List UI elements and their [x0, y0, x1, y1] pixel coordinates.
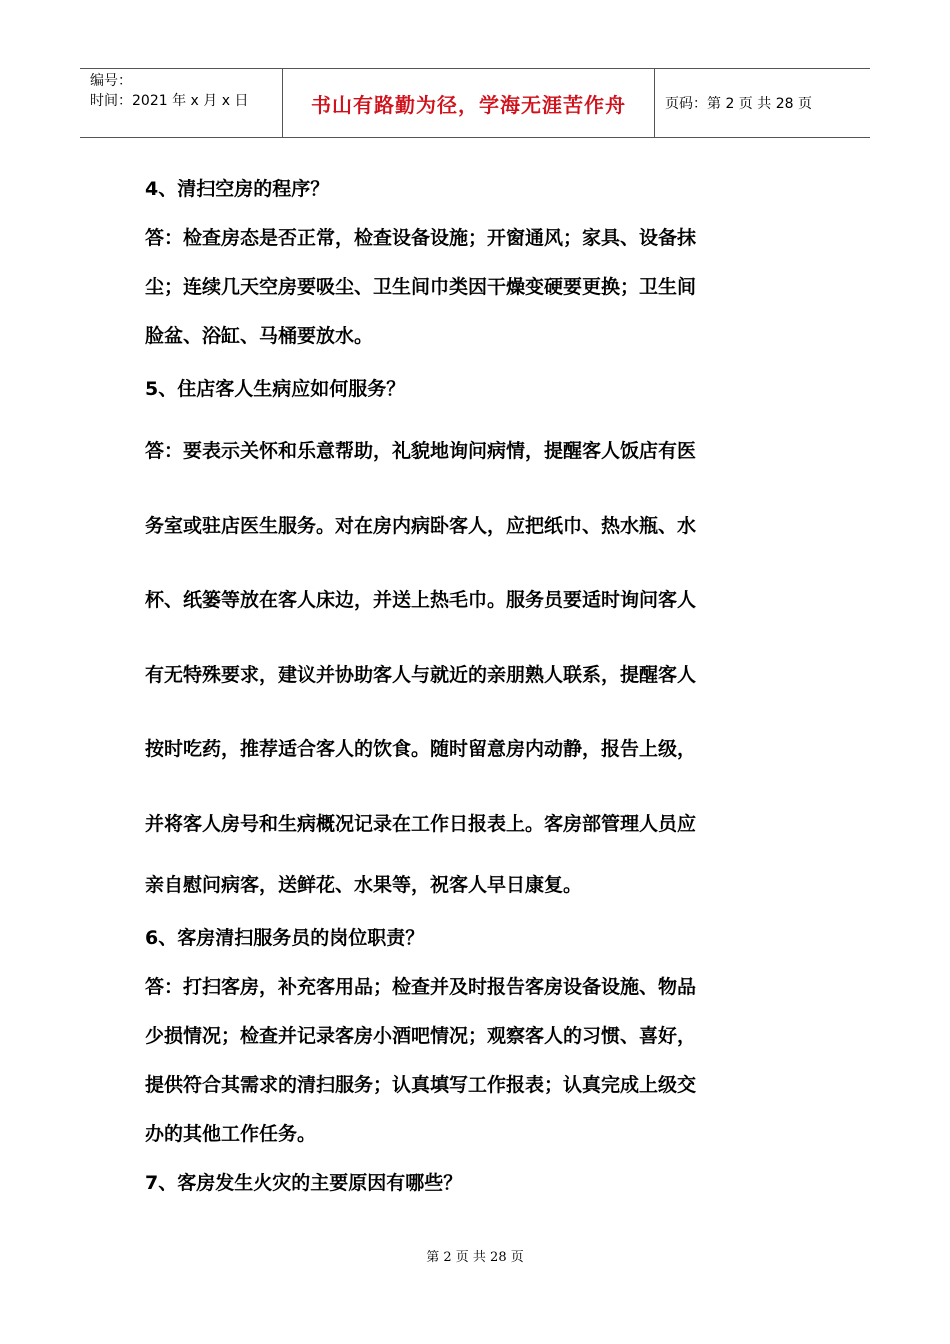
answer-6-line: 办的其他工作任务。 — [145, 1123, 317, 1145]
page-header — [80, 68, 870, 138]
answer-5-line: 并将客人房号和生病概况记录在工作日报表上。客房部管理人员应 — [145, 812, 697, 835]
answer-4-line: 答：检查房态是否正常，检查设备设施；开窗通风；家具、设备抹 — [145, 227, 697, 249]
document-body — [145, 165, 810, 1208]
answer-5-line: 按时吃药，推荐适合客人的饮食。随时留意房内动静，报告上级， — [145, 738, 697, 760]
header-meta — [80, 69, 282, 137]
answer-5-line: 务室或驻店医生服务。对在房内病卧客人，应把纸巾、热水瓶、水 — [145, 514, 697, 537]
document-number-label: 编号： — [90, 73, 132, 89]
header-motto: 书山有路勤为径，学海无涯苦作舟 — [311, 92, 626, 117]
answer-5-line: 杯、纸篓等放在客人床边，并送上热毛巾。服务员要适时询问客人 — [145, 589, 697, 611]
header-page-info: 页码：第 2 页 共 28 页 — [665, 96, 812, 112]
answer-6-line: 少损情况；检查并记录客房小酒吧情况；观察客人的习惯、喜好， — [145, 1025, 697, 1047]
page-footer: 第 2 页 共 28 页 — [426, 1250, 524, 1265]
question-6: 6、客房清扫服务员的岗位职责？ — [145, 927, 425, 949]
answer-5-line: 亲自慰问病客，送鲜花、水果等，祝客人早日康复。 — [145, 874, 583, 896]
answer-6-line: 提供符合其需求的清扫服务；认真填写工作报表；认真完成上级交 — [145, 1074, 697, 1096]
question-4: 4、清扫空房的程序？ — [145, 178, 330, 200]
answer-5-line: 答：要表示关怀和乐意帮助，礼貌地询问病情，提醒客人饭店有医 — [145, 440, 697, 462]
question-7: 7、客房发生火灾的主要原因有哪些？ — [145, 1172, 463, 1194]
document-time: 时间：2021 年 x 月 x 日 — [90, 93, 249, 109]
answer-6-line: 答：打扫客房，补充客用品；检查并及时报告客房设备设施、物品 — [145, 976, 697, 998]
header-motto-cell — [282, 69, 655, 137]
header-page-cell — [655, 69, 870, 137]
question-5: 5、住店客人生病应如何服务？ — [145, 378, 406, 400]
answer-5-line: 有无特殊要求，建议并协助客人与就近的亲朋熟人联系，提醒客人 — [145, 663, 697, 686]
answer-4-line: 脸盆、浴缸、马桶要放水。 — [145, 325, 374, 347]
answer-4-line: 尘；连续几天空房要吸尘、卫生间巾类因干燥变硬要更换；卫生间 — [145, 276, 697, 298]
